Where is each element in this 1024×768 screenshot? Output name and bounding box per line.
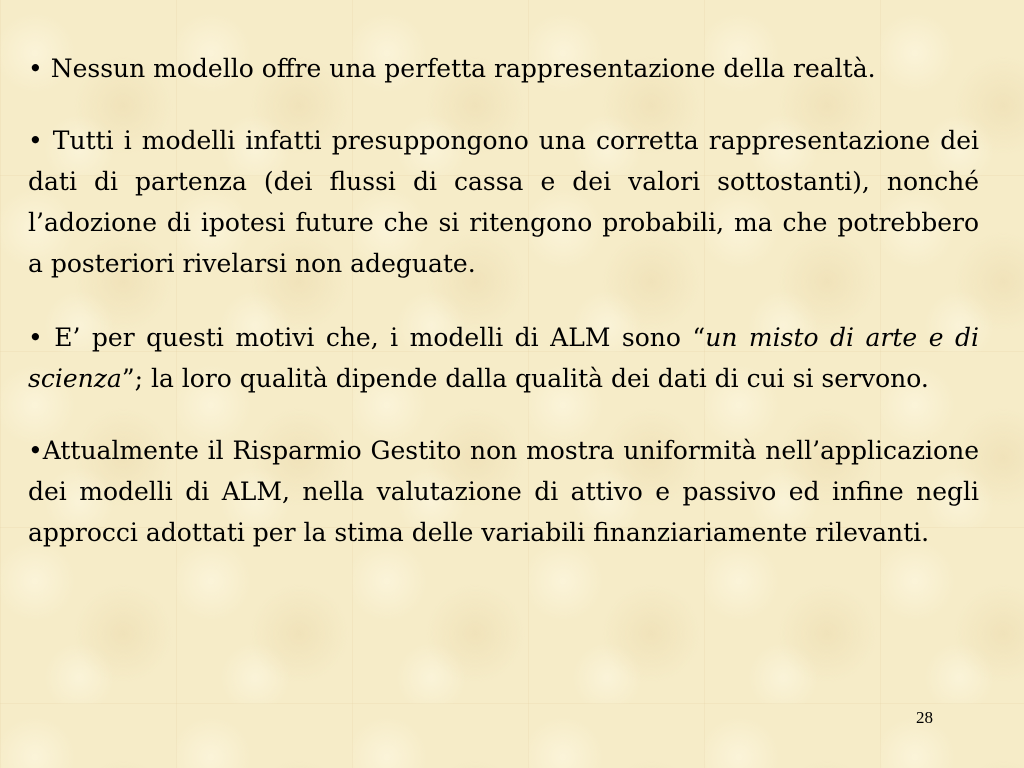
slide-body (28, 48, 979, 553)
bullet-no-perfect-model: • Nessun modello offre una perfetta rappresentazione della realtà. (28, 54, 876, 83)
bullet-art-text-after: ”; la loro qualità dipende dalla qualità dei dati di cui si servono. (121, 364, 929, 393)
bullet-asset-management-uniformity: •Attualmente il Risparmio Gestito non mostra uniformità nell’applicazione dei modelli di ALM, nella valutazione di attivo e passivo ed infine negli approcci adottati per la stima delle variabili finanziariamente rilevanti. (28, 436, 979, 547)
bullet-art-text-before: • E’ per questi motivi che, i modelli di ALM sono “ (28, 323, 706, 352)
bullet-art-and-science (28, 317, 979, 399)
bullet-model-assumptions: • Tutti i modelli infatti presuppongono una corretta rappresentazione dei dati di partenza (dei flussi di cassa e dei valori sottostanti), nonché l’adozione di ipotesi future che si ritengono probabili, ma che potrebbero a posteriori rivelarsi non adeguate. (28, 126, 979, 278)
page-number: 28 (916, 708, 933, 727)
bullet-art-italic-phrase: un misto di arte e di scienza (28, 323, 979, 393)
